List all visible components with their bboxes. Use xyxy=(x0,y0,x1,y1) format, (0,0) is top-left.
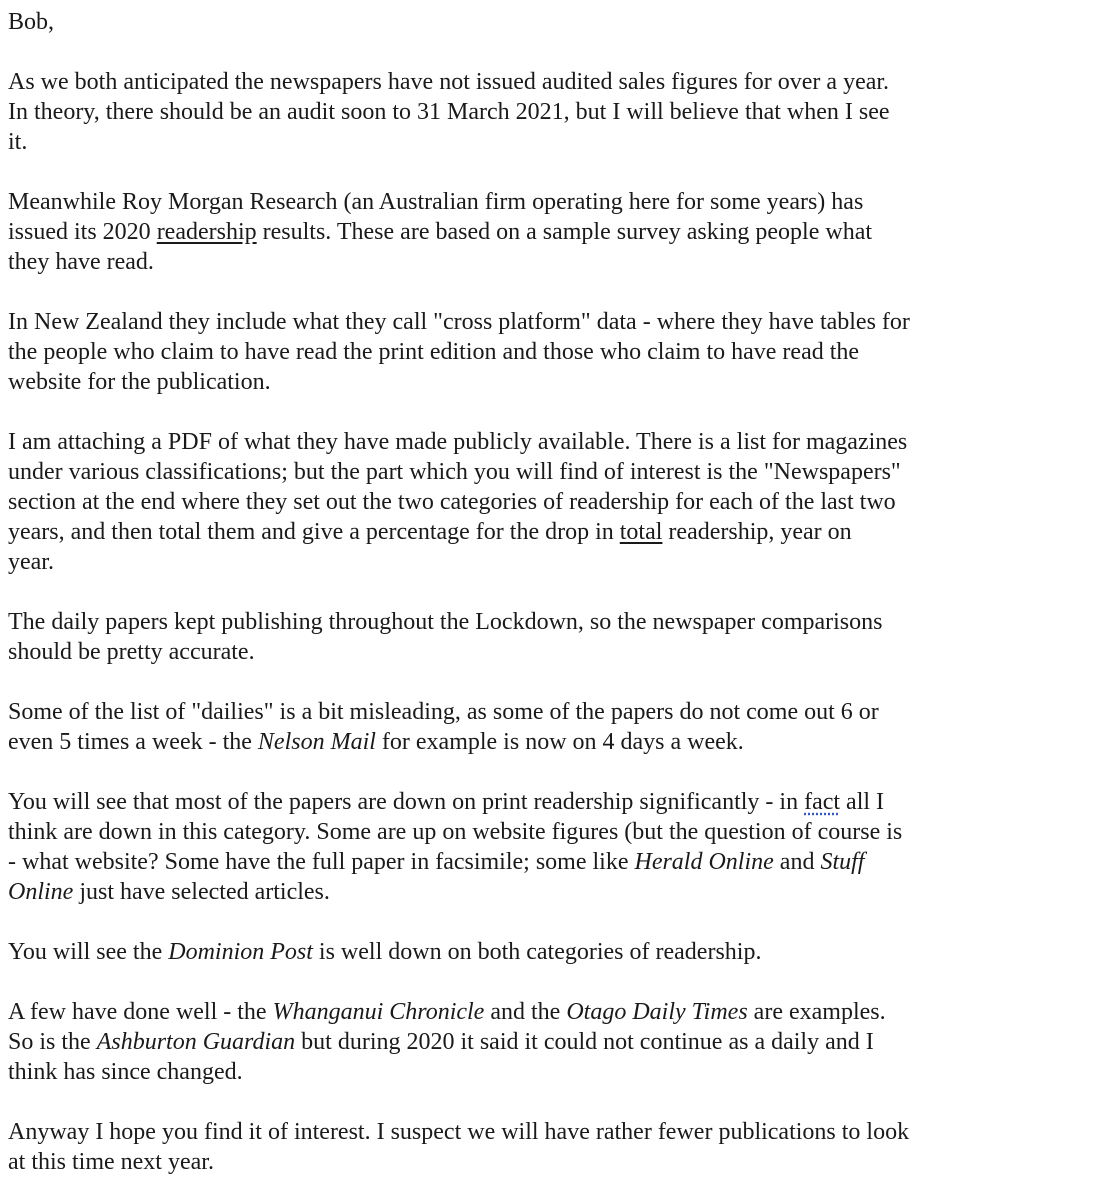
text-line xyxy=(8,217,1096,247)
text-segment: section at the end where they set out the two categories of readership for each of the last two xyxy=(8,489,896,515)
text-segment: You will see the xyxy=(8,939,169,965)
paragraph xyxy=(8,307,1096,397)
paragraph xyxy=(8,787,1096,907)
italic-text: Otago Daily Times xyxy=(566,999,748,1025)
text-segment: they have read. xyxy=(8,249,154,275)
text-segment: even 5 times a week - the xyxy=(8,729,258,755)
text-line xyxy=(8,487,1096,517)
italic-text: Herald Online xyxy=(634,849,774,875)
text-line xyxy=(8,697,1096,727)
text-segment: The daily papers kept publishing throughout the Lockdown, so the newspaper comparisons xyxy=(8,609,883,635)
italic-text: Whanganui Chronicle xyxy=(272,999,485,1025)
text-segment: In theory, there should be an audit soon to 31 March 2021, but I will believe that when I see xyxy=(8,99,890,125)
paragraph xyxy=(8,67,1096,157)
text-segment: A few have done well - the xyxy=(8,999,273,1025)
text-segment: but during 2020 it said it could not continue as a daily and I xyxy=(295,1029,874,1055)
italic-text: Ashburton Guardian xyxy=(96,1029,296,1055)
text-segment: is well down on both categories of readership. xyxy=(312,939,762,965)
text-segment: In New Zealand they include what they call "cross platform" data - where they have tables for xyxy=(8,309,910,335)
text-segment: years, and then total them and give a percentage for the drop in xyxy=(8,519,620,545)
salutation xyxy=(8,7,1096,37)
text-line xyxy=(8,547,1096,577)
text-segment: the people who claim to have read the print edition and those who claim to have read the xyxy=(8,339,860,365)
text-line xyxy=(8,187,1096,217)
text-line xyxy=(8,787,1096,817)
text-segment: just have selected articles. xyxy=(73,879,330,905)
text-line xyxy=(8,247,1096,277)
text-segment: at this time next year. xyxy=(8,1149,214,1175)
text-segment: and the xyxy=(484,999,567,1025)
text-segment: think are down in this category. Some are up on website figures (but the question of course is xyxy=(8,819,903,845)
text-segment: it. xyxy=(8,129,28,155)
italic-text: Nelson Mail xyxy=(257,729,376,755)
text-line xyxy=(8,127,1096,157)
text-segment: As we both anticipated the newspapers have not issued audited sales figures for over a year. xyxy=(8,69,890,95)
text-segment: Some of the list of "dailies" is a bit misleading, as some of the papers do not come out 6 or xyxy=(8,699,879,725)
text-line xyxy=(8,1147,1096,1177)
text-segment: issued its 2020 xyxy=(8,219,157,245)
paragraph xyxy=(8,187,1096,277)
text-segment: results. These are based on a sample survey asking people what xyxy=(256,219,873,245)
text-line xyxy=(8,457,1096,487)
paragraph xyxy=(8,937,1096,967)
text-segment: You will see that most of the papers are down on print readership significantly - in xyxy=(8,789,805,815)
text-line xyxy=(8,337,1096,367)
paragraph xyxy=(8,1117,1096,1177)
text-line xyxy=(8,937,1096,967)
text-segment: should be pretty accurate. xyxy=(8,639,255,665)
text-line xyxy=(8,427,1096,457)
text-segment: year. xyxy=(8,549,54,575)
underlined-text: readership xyxy=(156,219,257,245)
text-segment: Bob, xyxy=(8,9,55,35)
text-line xyxy=(8,67,1096,97)
text-segment: So is the xyxy=(8,1029,97,1055)
text-line xyxy=(8,997,1096,1027)
text-segment: website for the publication. xyxy=(8,369,271,395)
paragraph xyxy=(8,697,1096,757)
text-segment: Meanwhile Roy Morgan Research (an Australian firm operating here for some years) has xyxy=(8,189,864,215)
text-line xyxy=(8,847,1096,877)
text-segment: are examples. xyxy=(747,999,886,1025)
text-segment: for example is now on 4 days a week. xyxy=(375,729,744,755)
text-line xyxy=(8,1057,1096,1087)
text-line xyxy=(8,307,1096,337)
text-line xyxy=(8,607,1096,637)
text-segment: Anyway I hope you find it of interest. I suspect we will have rather fewer publications to look xyxy=(8,1119,910,1145)
italic-text: Dominion Post xyxy=(168,939,313,965)
paragraph xyxy=(8,427,1096,577)
italic-text: Online xyxy=(8,879,74,905)
text-segment: readership, year on xyxy=(662,519,852,545)
text-line xyxy=(8,7,1096,37)
underlined-text: total xyxy=(619,519,663,545)
text-segment: under various classifications; but the part which you will find of interest is the "Newspapers" xyxy=(8,459,901,485)
text-line xyxy=(8,877,1096,907)
text-segment: think has since changed. xyxy=(8,1059,243,1085)
text-segment: and xyxy=(773,849,821,875)
paragraph xyxy=(8,607,1096,667)
text-line xyxy=(8,97,1096,127)
spellcheck-flagged-word: fact xyxy=(804,789,841,815)
text-line xyxy=(8,1027,1096,1057)
text-segment: I am attaching a PDF of what they have made publicly available. There is a list for magazines xyxy=(8,429,908,455)
text-line xyxy=(8,637,1096,667)
text-line xyxy=(8,517,1096,547)
text-segment: - what website? Some have the full paper in facsimile; some like xyxy=(8,849,635,875)
text-line xyxy=(8,817,1096,847)
text-line xyxy=(8,367,1096,397)
text-segment: all I xyxy=(840,789,885,815)
text-line xyxy=(8,727,1096,757)
text-line xyxy=(8,1117,1096,1147)
italic-text: Stuff xyxy=(820,849,865,875)
paragraph xyxy=(8,997,1096,1087)
